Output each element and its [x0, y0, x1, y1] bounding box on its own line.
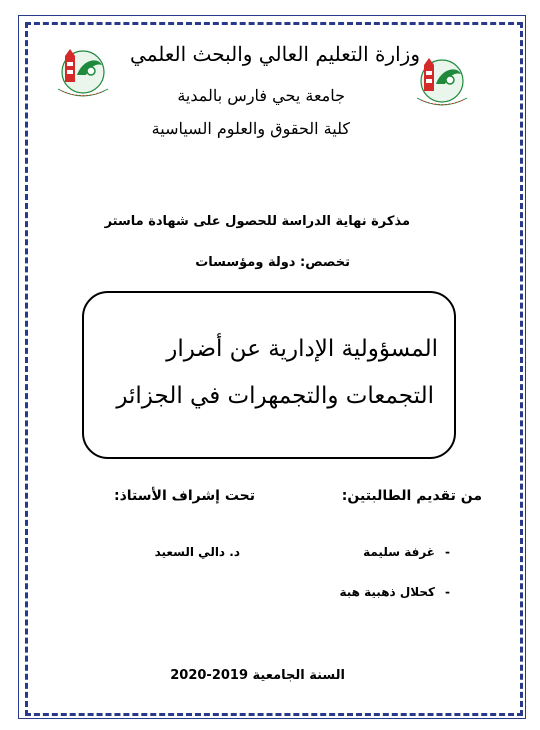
student-name — [339, 585, 450, 599]
student-name-text: غرفة سليمة — [363, 545, 436, 559]
students-label: من تقديم الطالبتين: — [341, 488, 482, 504]
supervisor-name: د. دالي السعيد — [154, 545, 240, 559]
thesis-title-line-2: التجمعات والتجمهرات في الجزائر — [116, 383, 434, 409]
thesis-title-line-1: المسؤولية الإدارية عن أضرار — [166, 336, 438, 362]
student-name-text: كحلال ذهبية هبة — [339, 585, 436, 599]
list-dash: - — [445, 545, 450, 559]
ministry-name: وزارة التعليم العالي والبحث العلمي — [130, 42, 420, 66]
university-name: جامعة يحي فارس بالمدية — [177, 86, 345, 105]
academic-year: السنة الجامعية 2019-2020 — [170, 668, 345, 683]
list-dash: - — [445, 585, 450, 599]
memo-type: مذكرة نهاية الدراسة للحصول على شهادة ماستر — [104, 214, 410, 229]
faculty-name: كلية الحقوق والعلوم السياسية — [151, 119, 350, 138]
student-name — [363, 545, 450, 559]
university-logo-icon — [46, 45, 120, 105]
supervisor-label: تحت إشراف الأستاذ: — [114, 488, 255, 504]
title-frame — [82, 291, 456, 459]
specialization: تخصص: دولة ومؤسسات — [195, 255, 350, 270]
